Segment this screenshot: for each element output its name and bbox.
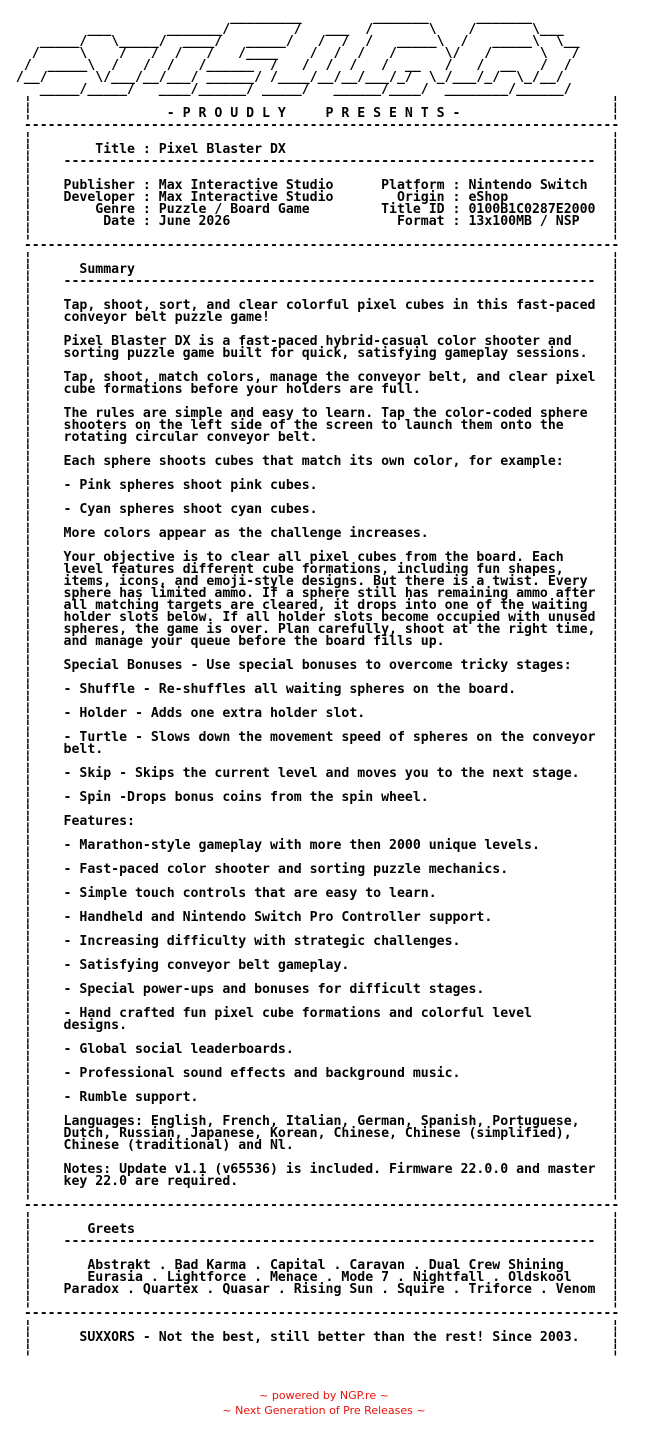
summary-text: items, icons, and emoji-style designs. But there is a twist. Every <box>31 574 612 589</box>
frame-border: ¦ <box>0 910 32 925</box>
frame-border: ¦ <box>611 1162 620 1177</box>
release-info-row: Genre : Puzzle / Board Game Title ID : 0100B1C0287E2000 <box>31 202 612 217</box>
frame-border: ¦ <box>611 406 620 421</box>
heading-underline: ------------------------------------------------------------------- <box>31 1234 612 1249</box>
frame-border: ¦ <box>0 334 32 349</box>
frame-border: ¦ <box>611 970 620 985</box>
frame-border: ¦ <box>611 802 620 817</box>
summary-text: holder slots below. If all holder slots become occupied with unused <box>31 610 612 625</box>
summary-text: all matching targets are cleared, it drops into one of the waiting <box>31 598 612 613</box>
frame-border: ¦ <box>0 730 32 745</box>
frame-border: ¦ <box>0 442 32 457</box>
frame-border: ¦ <box>0 418 32 433</box>
frame-border: ¦ <box>0 1138 32 1153</box>
frame-border: ¦ <box>611 466 620 481</box>
frame-border: ¦ <box>611 418 620 433</box>
frame-border: ¦ <box>611 670 620 685</box>
frame-border: ¦ <box>611 994 620 1009</box>
frame-border: ¦ <box>0 286 32 301</box>
frame-border: ¦ <box>611 322 620 337</box>
summary-text: - Global social leaderboards. <box>31 1042 612 1057</box>
frame-border: ¦ <box>611 838 620 853</box>
frame-border: ¦ <box>611 1126 620 1141</box>
powered-by-text: ~ powered by NGP.re ~ <box>259 1389 389 1402</box>
summary-text: - Turtle - Slows down the movement speed of spheres on the conveyor <box>31 730 612 745</box>
summary-text: and manage your queue before the board fills up. <box>31 634 612 649</box>
group-logo: _____/_____/ ____/______/ _____/ ______/____/ ________/______/ <box>0 82 572 97</box>
frame-border: ¦ <box>611 658 620 673</box>
frame-border: ¦ <box>611 358 620 373</box>
frame-border: ¦ <box>0 478 32 493</box>
frame-border: ¦ <box>0 982 32 997</box>
frame-border: ¦ <box>611 142 620 157</box>
group-slogan: SUXXORS - Not the best, still better than the rest! Since 2003. <box>31 1330 612 1345</box>
frame-border: ¦ <box>0 814 32 829</box>
frame-border: ¦ <box>611 886 620 901</box>
frame-border: ¦ <box>0 598 32 613</box>
frame-border: ¦ <box>0 1342 32 1357</box>
frame-border: ¦ <box>611 922 620 937</box>
frame-border: ¦ <box>611 394 620 409</box>
frame-border: ¦ <box>0 214 32 229</box>
frame-border: ¦ <box>611 1294 620 1309</box>
frame-border: ¦ <box>0 622 32 637</box>
frame-border: ¦ <box>0 490 32 505</box>
frame-border: ¦ <box>611 754 620 769</box>
summary-text: - Pink spheres shoot pink cubes. <box>31 478 612 493</box>
frame-border: ¦ <box>0 850 32 865</box>
frame-border: ¦ <box>611 874 620 889</box>
frame-border: ¦ <box>611 562 620 577</box>
summary-text: Notes: Update v1.1 (v65536) is included. Firmware 22.0.0 and master <box>31 1162 612 1177</box>
frame-border: ¦ <box>611 190 620 205</box>
frame-border: ¦ <box>0 658 32 673</box>
frame-border: ¦ <box>611 778 620 793</box>
frame-border: ¦ <box>611 694 620 709</box>
frame-border: ¦ <box>0 838 32 853</box>
section-divider: --------------------------------------------------------------------------- <box>0 238 620 253</box>
frame-border: ¦ <box>0 538 32 553</box>
frame-border: ¦ <box>0 1030 32 1045</box>
frame-border: ¦ <box>611 538 620 553</box>
summary-text: Pixel Blaster DX is a fast-paced hybrid-casual color shooter and <box>31 334 612 349</box>
section-heading: Summary <box>31 262 612 277</box>
frame-border: ¦ <box>611 622 620 637</box>
frame-border: ¦ <box>0 394 32 409</box>
frame-border: ¦ <box>0 262 32 277</box>
frame-border: ¦ <box>0 946 32 961</box>
frame-border: ¦ <box>611 202 620 217</box>
frame-border: ¦ <box>0 1126 32 1141</box>
frame-border: ¦ <box>611 442 620 457</box>
frame-border: ¦ <box>0 154 32 169</box>
frame-border: ¦ <box>0 526 32 541</box>
group-logo: ___ _______/ / ___ / \ / \___ <box>0 22 564 37</box>
summary-text: cube formations before your holders are full. <box>31 382 612 397</box>
frame-border: ¦ <box>0 454 32 469</box>
frame-border: ¦ <box>611 1342 620 1357</box>
frame-border: ¦ <box>0 1222 32 1237</box>
group-logo: / _____\ / / / /______ / / / / / __ / / __ / / <box>0 58 572 73</box>
frame-border: ¦ <box>0 682 32 697</box>
frame-border: ¦ <box>0 1186 32 1201</box>
frame-border: ¦ <box>0 514 32 529</box>
frame-border: ¦ <box>611 982 620 997</box>
frame-border: ¦ <box>0 550 32 565</box>
release-title: Title : Pixel Blaster DX <box>31 142 612 157</box>
frame-border: ¦ <box>611 334 620 349</box>
summary-text: sorting puzzle game built for quick, satisfying gameplay sessions. <box>31 346 612 361</box>
frame-border: ¦ <box>611 1006 620 1021</box>
frame-border: ¦ <box>0 886 32 901</box>
frame-border: ¦ <box>0 706 32 721</box>
frame-border: ¦ <box>611 154 620 169</box>
summary-text: key 22.0 are required. <box>31 1174 612 1189</box>
frame-border: ¦ <box>611 898 620 913</box>
frame-border: ¦ <box>0 1054 32 1069</box>
frame-border: ¦ <box>611 586 620 601</box>
frame-border: ¦ <box>0 898 32 913</box>
frame-border: ¦ <box>611 226 620 241</box>
group-logo: _____/ \_____/ ____/ _____/ / / / _____\ / _____\ \__ <box>0 34 580 49</box>
frame-border: ¦ <box>611 634 620 649</box>
frame-border: ¦ <box>611 1270 620 1285</box>
tagline: - P R O U D L Y P R E S E N T S - <box>31 106 612 121</box>
summary-text: rotating circular conveyor belt. <box>31 430 612 445</box>
frame-border: ¦ <box>0 1018 32 1033</box>
frame-border: ¦ <box>611 850 620 865</box>
summary-text: - Shuffle - Re-shuffles all waiting spheres on the board. <box>31 682 612 697</box>
frame-border: ¦ <box>0 802 32 817</box>
site-footer <box>0 1388 648 1418</box>
summary-text: Dutch, Russian, Japanese, Korean, Chinese, Chinese (simplified), <box>31 1126 612 1141</box>
frame-border: ¦ <box>611 214 620 229</box>
summary-text: - Cyan spheres shoot cyan cubes. <box>31 502 612 517</box>
summary-text: - Rumble support. <box>31 1090 612 1105</box>
release-info-row: Date : June 2026 Format : 13x100MB / NSP <box>31 214 612 229</box>
frame-border: ¦ <box>0 970 32 985</box>
frame-border: ¦ <box>611 178 620 193</box>
frame-border: ¦ <box>611 946 620 961</box>
frame-border: ¦ <box>611 94 620 109</box>
frame-border: ¦ <box>0 1162 32 1177</box>
group-logo: /__/ \/___/__/___/ ______/ /____/__/__/___/_/ \_/___/_/ \_/__/ <box>0 70 564 85</box>
frame-border: ¦ <box>0 1174 32 1189</box>
summary-text: Tap, shoot, sort, and clear colorful pixel cubes in this fast-paced <box>31 298 612 313</box>
frame-border: ¦ <box>611 550 620 565</box>
frame-border: ¦ <box>0 178 32 193</box>
frame-border: ¦ <box>0 694 32 709</box>
frame-border: ¦ <box>611 346 620 361</box>
section-heading: Greets <box>31 1222 612 1237</box>
frame-border: ¦ <box>0 370 32 385</box>
summary-text: - Skip - Skips the current level and moves you to the next stage. <box>31 766 612 781</box>
summary-text: - Satisfying conveyor belt gameplay. <box>31 958 612 973</box>
frame-border: ¦ <box>611 250 620 265</box>
frame-border: ¦ <box>611 862 620 877</box>
heading-underline: ------------------------------------------------------------------- <box>31 274 612 289</box>
frame-border: ¦ <box>0 142 32 157</box>
frame-border: ¦ <box>0 94 32 109</box>
frame-border: ¦ <box>611 274 620 289</box>
frame-border: ¦ <box>0 106 32 121</box>
frame-border: ¦ <box>611 1090 620 1105</box>
summary-text: level features different cube formations, including fun shapes, <box>31 562 612 577</box>
frame-border: ¦ <box>611 718 620 733</box>
frame-border: ¦ <box>0 610 32 625</box>
frame-border: ¦ <box>611 610 620 625</box>
frame-border: ¦ <box>0 190 32 205</box>
frame-border: ¦ <box>611 1114 620 1129</box>
summary-text: Features: <box>31 814 612 829</box>
section-divider: --------------------------------------------------------------------------- <box>0 1198 620 1213</box>
release-info-row: Publisher : Max Interactive Studio Platform : Nintendo Switch <box>31 178 612 193</box>
section-divider: --------------------------------------------------------------------------- <box>0 118 620 133</box>
heading-underline: ------------------------------------------------------------------- <box>31 154 612 169</box>
frame-border: ¦ <box>611 934 620 949</box>
summary-text: - Handheld and Nintendo Switch Pro Controller support. <box>31 910 612 925</box>
frame-border: ¦ <box>611 478 620 493</box>
frame-border: ¦ <box>0 346 32 361</box>
frame-border: ¦ <box>611 1150 620 1165</box>
frame-border: ¦ <box>0 562 32 577</box>
frame-border: ¦ <box>0 310 32 325</box>
summary-text: - Increasing difficulty with strategic challenges. <box>31 934 612 949</box>
summary-text: Languages: English, French, Italian, German, Spanish, Portuguese, <box>31 1114 612 1129</box>
frame-border: ¦ <box>0 778 32 793</box>
summary-text: sphere has limited ammo. If a sphere still has remaining ammo after <box>31 586 612 601</box>
frame-border: ¦ <box>611 1282 620 1297</box>
frame-border: ¦ <box>611 646 620 661</box>
frame-border: ¦ <box>0 358 32 373</box>
group-logo: / \ / / / / /____ / / / / \/ / \ / <box>0 46 580 61</box>
frame-border: ¦ <box>0 718 32 733</box>
frame-border: ¦ <box>0 406 32 421</box>
frame-border: ¦ <box>0 274 32 289</box>
frame-border: ¦ <box>611 1186 620 1201</box>
frame-border: ¦ <box>0 742 32 757</box>
summary-text: Special Bonuses - Use special bonuses to overcome tricky stages: <box>31 658 612 673</box>
frame-border: ¦ <box>0 166 32 181</box>
greets-line: Eurasia . Lightforce . Menace . Mode 7 . Nightfall . Oldskool <box>31 1270 612 1285</box>
frame-border: ¦ <box>0 1150 32 1165</box>
frame-border: ¦ <box>611 766 620 781</box>
frame-border: ¦ <box>0 586 32 601</box>
frame-border: ¦ <box>0 790 32 805</box>
frame-border: ¦ <box>0 1042 32 1057</box>
frame-border: ¦ <box>611 1246 620 1261</box>
summary-text: - Simple touch controls that are easy to learn. <box>31 886 612 901</box>
frame-border: ¦ <box>611 574 620 589</box>
frame-border: ¦ <box>0 754 32 769</box>
frame-border: ¦ <box>611 682 620 697</box>
greets-line: Abstrakt . Bad Karma . Capital . Caravan . Dual Crew Shining <box>31 1258 612 1273</box>
frame-border: ¦ <box>0 1258 32 1273</box>
section-divider: --------------------------------------------------------------------------- <box>0 1306 620 1321</box>
summary-text: - Hand crafted fun pixel cube formations and colorful level <box>31 1006 612 1021</box>
frame-border: ¦ <box>611 430 620 445</box>
frame-border: ¦ <box>611 262 620 277</box>
frame-border: ¦ <box>0 934 32 949</box>
group-logo: _________ _______ _______ <box>0 10 532 25</box>
frame-border: ¦ <box>611 298 620 313</box>
frame-border: ¦ <box>0 1246 32 1261</box>
frame-border: ¦ <box>611 598 620 613</box>
frame-border: ¦ <box>0 766 32 781</box>
frame-border: ¦ <box>611 706 620 721</box>
frame-border: ¦ <box>0 1210 32 1225</box>
frame-border: ¦ <box>611 1030 620 1045</box>
summary-text: - Spin -Drops bonus coins from the spin wheel. <box>31 790 612 805</box>
frame-border: ¦ <box>0 430 32 445</box>
frame-border: ¦ <box>611 1258 620 1273</box>
frame-border: ¦ <box>611 1174 620 1189</box>
frame-border: ¦ <box>611 742 620 757</box>
summary-text: The rules are simple and easy to learn. Tap the color-coded sphere <box>31 406 612 421</box>
frame-border: ¦ <box>0 874 32 889</box>
frame-border: ¦ <box>611 286 620 301</box>
summary-text: - Professional sound effects and background music. <box>31 1066 612 1081</box>
summary-text: - Holder - Adds one extra holder slot. <box>31 706 612 721</box>
frame-border: ¦ <box>611 1042 620 1057</box>
frame-border: ¦ <box>0 502 32 517</box>
greets-line: Paradox . Quartex . Quasar . Rising Sun . Squire . Triforce . Venom <box>31 1282 612 1297</box>
release-info-row: Developer : Max Interactive Studio Origin : eShop <box>31 190 612 205</box>
frame-border: ¦ <box>611 1054 620 1069</box>
frame-border: ¦ <box>611 1234 620 1249</box>
footer-tagline: ~ Next Generation of Pre Releases ~ <box>222 1404 426 1417</box>
frame-border: ¦ <box>611 382 620 397</box>
frame-border: ¦ <box>611 1138 620 1153</box>
summary-text: - Marathon-style gameplay with more then 2000 unique levels. <box>31 838 612 853</box>
frame-border: ¦ <box>611 730 620 745</box>
frame-border: ¦ <box>611 958 620 973</box>
frame-border: ¦ <box>0 574 32 589</box>
frame-border: ¦ <box>0 466 32 481</box>
summary-text: Chinese (traditional) and Nl. <box>31 1138 612 1153</box>
frame-border: ¦ <box>611 166 620 181</box>
frame-border: ¦ <box>0 202 32 217</box>
frame-border: ¦ <box>0 1066 32 1081</box>
frame-border: ¦ <box>611 826 620 841</box>
frame-border: ¦ <box>611 1318 620 1333</box>
frame-border: ¦ <box>0 1114 32 1129</box>
frame-border: ¦ <box>611 490 620 505</box>
summary-text: conveyor belt puzzle game! <box>31 310 612 325</box>
frame-border: ¦ <box>611 370 620 385</box>
frame-border: ¦ <box>0 1294 32 1309</box>
frame-border: ¦ <box>611 1222 620 1237</box>
summary-text: Tap, shoot, match colors, manage the conveyor belt, and clear pixel <box>31 370 612 385</box>
summary-text: Your objective is to clear all pixel cubes from the board. Each <box>31 550 612 565</box>
frame-border: ¦ <box>611 1210 620 1225</box>
frame-border: ¦ <box>611 310 620 325</box>
summary-text: Each sphere shoots cubes that match its own color, for example: <box>31 454 612 469</box>
frame-border: ¦ <box>611 1018 620 1033</box>
frame-border: ¦ <box>0 1078 32 1093</box>
frame-border: ¦ <box>0 250 32 265</box>
frame-border: ¦ <box>0 862 32 877</box>
frame-border: ¦ <box>0 958 32 973</box>
summary-text: More colors appear as the challenge increases. <box>31 526 612 541</box>
frame-border: ¦ <box>0 1090 32 1105</box>
frame-border: ¦ <box>0 922 32 937</box>
frame-border: ¦ <box>611 814 620 829</box>
frame-border: ¦ <box>0 322 32 337</box>
frame-border: ¦ <box>611 106 620 121</box>
frame-border: ¦ <box>611 130 620 145</box>
frame-border: ¦ <box>0 1282 32 1297</box>
frame-border: ¦ <box>0 1006 32 1021</box>
frame-border: ¦ <box>611 502 620 517</box>
nfo-text <box>32 1342 612 1357</box>
frame-border: ¦ <box>611 1078 620 1093</box>
frame-border: ¦ <box>0 382 32 397</box>
frame-border: ¦ <box>0 994 32 1009</box>
summary-text: - Fast-paced color shooter and sorting puzzle mechanics. <box>31 862 612 877</box>
frame-border: ¦ <box>0 646 32 661</box>
frame-border: ¦ <box>611 1102 620 1117</box>
summary-text: designs. <box>31 1018 612 1033</box>
summary-text: - Special power-ups and bonuses for difficult stages. <box>31 982 612 997</box>
summary-text: belt. <box>31 742 612 757</box>
frame-border: ¦ <box>0 670 32 685</box>
summary-text: shooters on the left side of the screen to launch them onto the <box>31 418 612 433</box>
frame-border: ¦ <box>0 226 32 241</box>
frame-border: ¦ <box>611 526 620 541</box>
frame-border: ¦ <box>0 1234 32 1249</box>
frame-border: ¦ <box>0 130 32 145</box>
frame-border: ¦ <box>0 1270 32 1285</box>
frame-border: ¦ <box>0 298 32 313</box>
frame-border: ¦ <box>0 634 32 649</box>
frame-border: ¦ <box>611 910 620 925</box>
frame-border: ¦ <box>611 514 620 529</box>
frame-border: ¦ <box>0 1330 32 1345</box>
frame-border: ¦ <box>611 454 620 469</box>
frame-border: ¦ <box>0 1102 32 1117</box>
summary-text: spheres, the game is over. Plan carefully, shoot at the right time, <box>31 622 612 637</box>
frame-border: ¦ <box>611 1066 620 1081</box>
frame-border: ¦ <box>611 790 620 805</box>
frame-border: ¦ <box>611 1330 620 1345</box>
nfo-line <box>0 1344 648 1356</box>
frame-border: ¦ <box>0 1318 32 1333</box>
frame-border: ¦ <box>0 826 32 841</box>
